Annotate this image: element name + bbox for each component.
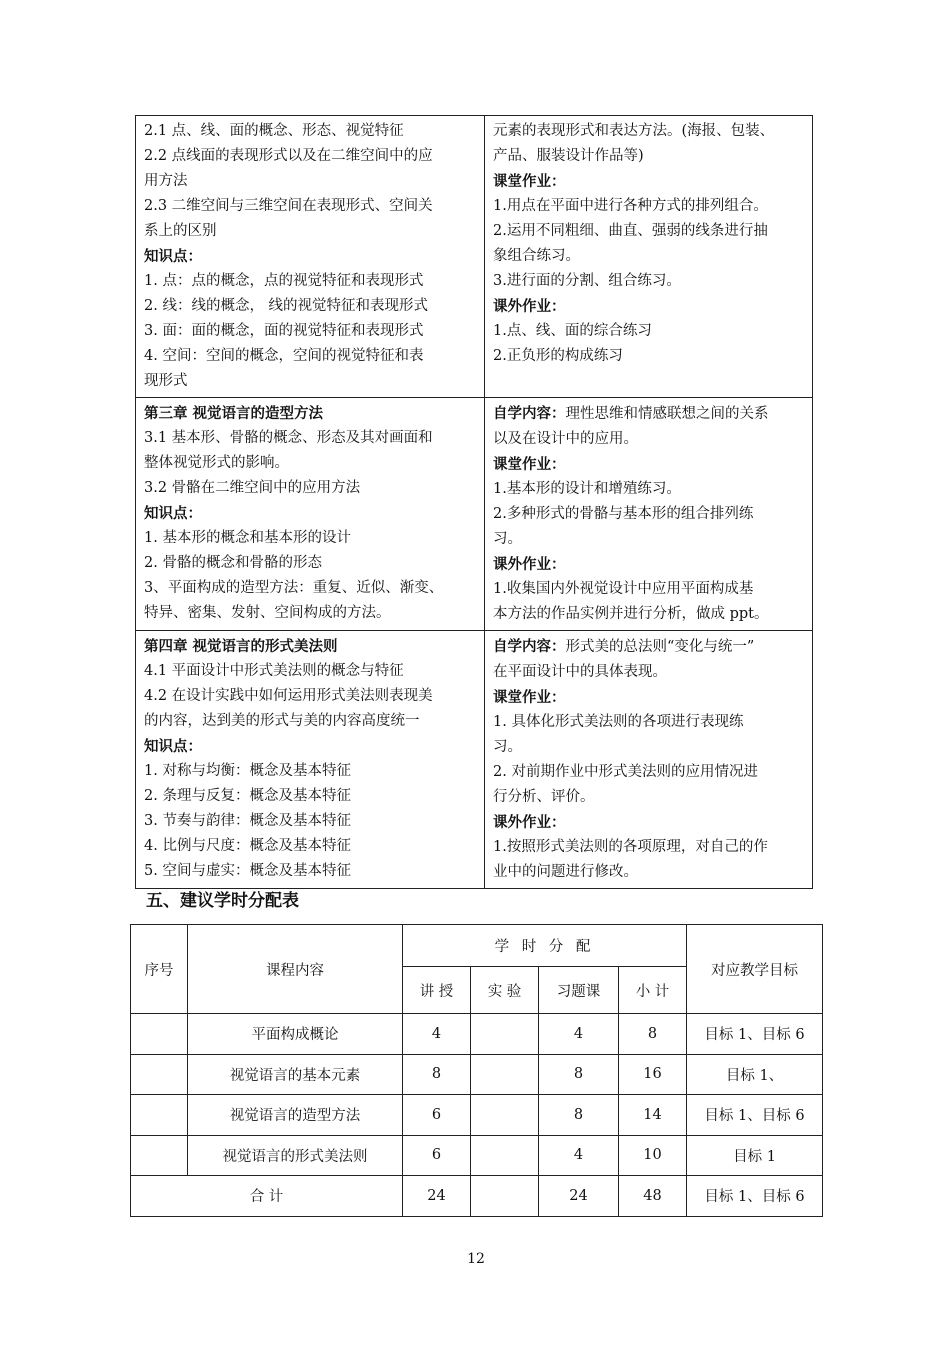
content-row — [136, 398, 813, 631]
content-line — [144, 344, 478, 369]
content-line — [493, 710, 806, 735]
content-cell-right — [485, 631, 813, 889]
content-line — [144, 219, 478, 244]
content-line — [144, 526, 478, 551]
cell-lecture: 6 — [403, 1095, 471, 1136]
content-text: 业中的问题进行修改。 — [493, 864, 638, 880]
cell-subtotal: 14 — [619, 1095, 687, 1136]
header-objective: 对应教学目标 — [687, 925, 823, 1014]
cell-seq — [131, 1095, 188, 1136]
cell-lab — [471, 1054, 539, 1095]
content-line — [493, 785, 806, 810]
content-text: 整体视觉形式的影响。 — [144, 455, 289, 471]
content-text: 行分析、评价。 — [493, 789, 595, 805]
cell-exercise: 8 — [539, 1095, 619, 1136]
cell-content: 平面构成概论 — [188, 1014, 403, 1055]
content-line — [493, 860, 806, 885]
content-heading — [144, 501, 478, 526]
cell-lab — [471, 1014, 539, 1055]
content-text: 3、平面构成的造型方法：重复、近似、渐变、 — [144, 580, 444, 596]
cell-subtotal: 10 — [619, 1135, 687, 1176]
cell-lab — [471, 1135, 539, 1176]
content-text: 1.按照形式美法则的各项原理，对自己的作 — [493, 839, 768, 855]
content-heading — [144, 401, 478, 426]
cell-seq — [131, 1054, 188, 1095]
table-row — [131, 1014, 823, 1055]
content-heading — [493, 685, 806, 710]
content-text: 2. 对前期作业中形式美法则的应用情况进 — [493, 764, 758, 780]
content-line — [493, 634, 806, 660]
content-line — [493, 401, 806, 427]
content-heading — [493, 169, 806, 194]
content-text: 理性思维和情感联想之间的关系 — [565, 406, 769, 422]
content-text: 现形式 — [144, 373, 188, 389]
content-text: 4. 比例与尺度：概念及基本特征 — [144, 838, 351, 854]
content-text: 1.收集国内外视觉设计中应用平面构成基 — [493, 581, 754, 597]
content-text: 习。 — [493, 739, 522, 755]
cell-exercise: 4 — [539, 1014, 619, 1055]
content-text: 1. 基本形的概念和基本形的设计 — [144, 530, 351, 546]
content-line — [144, 659, 478, 684]
content-line — [493, 144, 806, 169]
content-line — [144, 369, 478, 394]
content-line — [144, 709, 478, 734]
content-line — [144, 119, 478, 144]
content-text: 形式美的总法则“变化与统一” — [565, 639, 755, 655]
content-heading — [144, 734, 478, 759]
content-line — [144, 759, 478, 784]
cell-objective: 目标 1、目标 6 — [687, 1095, 823, 1136]
content-line — [144, 859, 478, 884]
content-text: 2. 条理与反复：概念及基本特征 — [144, 788, 351, 804]
content-line — [144, 319, 478, 344]
content-text: 1.基本形的设计和增殖练习。 — [493, 481, 681, 497]
content-text: 以及在设计中的应用。 — [493, 431, 638, 447]
cell-objective: 目标 1 — [687, 1135, 823, 1176]
content-line — [493, 527, 806, 552]
header-lab: 实 验 — [471, 967, 539, 1014]
total-label: 合 计 — [131, 1176, 403, 1217]
content-cell-right — [485, 116, 813, 398]
header-lecture: 讲 授 — [403, 967, 471, 1014]
content-line — [493, 602, 806, 627]
header-subtotal: 小 计 — [619, 967, 687, 1014]
content-line — [144, 144, 478, 169]
content-line — [493, 269, 806, 294]
content-text: 用方法 — [144, 173, 188, 189]
cell-subtotal: 16 — [619, 1054, 687, 1095]
content-line — [144, 426, 478, 451]
content-line — [144, 684, 478, 709]
cell-content: 视觉语言的造型方法 — [188, 1095, 403, 1136]
header-exercise: 习题课 — [539, 967, 619, 1014]
content-text: 特异、密集、发射、空间构成的方法。 — [144, 605, 391, 621]
cell-lecture: 6 — [403, 1135, 471, 1176]
content-text: 4.1 平面设计中形式美法则的概念与特征 — [144, 663, 404, 679]
content-cell-left — [136, 398, 485, 631]
content-line — [493, 502, 806, 527]
table-row — [131, 1095, 823, 1136]
content-text: 在平面设计中的具体表现。 — [493, 664, 667, 680]
content-text: 1. 具体化形式美法则的各项进行表现练 — [493, 714, 744, 730]
page-number: 12 — [467, 1251, 485, 1267]
content-line — [144, 194, 478, 219]
content-text: 象组合练习。 — [493, 248, 580, 264]
content-line — [144, 551, 478, 576]
cell-objective: 目标 1、 — [687, 1054, 823, 1095]
content-heading — [493, 294, 806, 319]
content-text: 2.2 点线面的表现形式以及在二维空间中的应 — [144, 148, 433, 164]
total-subtotal: 48 — [619, 1176, 687, 1217]
total-exercise: 24 — [539, 1176, 619, 1217]
course-content-body — [136, 116, 813, 889]
content-text: 的内容，达到美的形式与美的内容高度统一 — [144, 713, 420, 729]
content-text: 第四章 视觉语言的形式美法则 — [144, 638, 338, 655]
content-text: 课堂作业： — [493, 689, 566, 706]
content-line — [144, 294, 478, 319]
content-line — [144, 576, 478, 601]
content-line — [493, 219, 806, 244]
content-text: 课外作业： — [493, 556, 566, 573]
content-text: 1.用点在平面中进行各种方式的排列组合。 — [493, 198, 768, 214]
section-title: 五、建议学时分配表 — [146, 891, 299, 911]
content-cell-left — [136, 116, 485, 398]
content-line — [493, 660, 806, 685]
content-text: 3. 节奏与韵律：概念及基本特征 — [144, 813, 351, 829]
content-text: 产品、服装设计作品等) — [493, 148, 644, 164]
course-content-table — [135, 115, 813, 889]
content-text: 2.正负形的构成练习 — [493, 348, 623, 364]
content-text: 1.点、线、面的综合练习 — [493, 323, 652, 339]
content-text: 知识点： — [144, 738, 202, 755]
content-line — [493, 577, 806, 602]
content-line — [493, 344, 806, 369]
content-text: 第三章 视觉语言的造型方法 — [144, 405, 324, 422]
content-line — [493, 319, 806, 344]
content-text: 2. 线：线的概念， 线的视觉特征和表现形式 — [144, 298, 429, 314]
content-line — [144, 476, 478, 501]
content-text: 2.多种形式的骨骼与基本形的组合排列练 — [493, 506, 754, 522]
cell-exercise: 8 — [539, 1054, 619, 1095]
content-text: 课堂作业： — [493, 173, 566, 190]
content-text: 元素的表现形式和表达方法。(海报、包装、 — [493, 123, 775, 139]
cell-lab — [471, 1095, 539, 1136]
content-line — [493, 194, 806, 219]
content-heading — [493, 452, 806, 477]
content-cell-left — [136, 631, 485, 889]
content-text: 2.运用不同粗细、曲直、强弱的线条进行抽 — [493, 223, 768, 239]
content-heading — [144, 634, 478, 659]
cell-lecture: 8 — [403, 1054, 471, 1095]
content-line — [144, 601, 478, 626]
total-objective: 目标 1、目标 6 — [687, 1176, 823, 1217]
content-text: 1. 点：点的概念，点的视觉特征和表现形式 — [144, 273, 424, 289]
content-heading — [493, 552, 806, 577]
content-line — [493, 760, 806, 785]
content-text: 课外作业： — [493, 814, 566, 831]
content-line — [493, 119, 806, 144]
content-text: 3. 面：面的概念，面的视觉特征和表现形式 — [144, 323, 424, 339]
content-text: 2. 骨骼的概念和骨骼的形态 — [144, 555, 322, 571]
content-text: 课外作业： — [493, 298, 566, 315]
content-text: 4.2 在设计实践中如何运用形式美法则表现美 — [144, 688, 433, 704]
content-lead: 自学内容： — [493, 638, 566, 655]
content-line — [493, 735, 806, 760]
cell-seq — [131, 1014, 188, 1055]
content-text: 5. 空间与虚实：概念及基本特征 — [144, 863, 351, 879]
content-text: 本方法的作品实例并进行分析，做成 ppt。 — [493, 606, 769, 622]
content-text: 2.1 点、线、面的概念、形态、视觉特征 — [144, 123, 404, 139]
hours-allocation-table — [130, 924, 823, 1217]
content-line — [493, 427, 806, 452]
content-row — [136, 116, 813, 398]
table-row — [131, 1135, 823, 1176]
cell-exercise: 4 — [539, 1135, 619, 1176]
total-lab — [471, 1176, 539, 1217]
cell-content: 视觉语言的基本元素 — [188, 1054, 403, 1095]
content-line — [144, 834, 478, 859]
content-lead: 自学内容： — [493, 405, 566, 422]
total-row — [131, 1176, 823, 1217]
content-text: 习。 — [493, 531, 522, 547]
cell-objective: 目标 1、目标 6 — [687, 1014, 823, 1055]
content-text: 1. 对称与均衡：概念及基本特征 — [144, 763, 351, 779]
content-heading — [493, 810, 806, 835]
content-line — [144, 784, 478, 809]
content-line — [144, 451, 478, 476]
total-lecture: 24 — [403, 1176, 471, 1217]
cell-lecture: 4 — [403, 1014, 471, 1055]
header-hours: 学 时 分 配 — [403, 925, 687, 967]
cell-subtotal: 8 — [619, 1014, 687, 1055]
cell-seq — [131, 1135, 188, 1176]
header-content: 课程内容 — [188, 925, 403, 1014]
content-text: 3.2 骨骼在二维空间中的应用方法 — [144, 480, 361, 496]
content-text: 知识点： — [144, 505, 202, 522]
content-row — [136, 631, 813, 889]
content-line — [493, 835, 806, 860]
content-line — [493, 244, 806, 269]
content-text: 3.1 基本形、骨骼的概念、形态及其对画面和 — [144, 430, 433, 446]
content-text: 4. 空间：空间的概念，空间的视觉特征和表 — [144, 348, 424, 364]
content-line — [493, 477, 806, 502]
content-text: 3.进行面的分割、组合练习。 — [493, 273, 681, 289]
content-line — [144, 169, 478, 194]
content-text: 课堂作业： — [493, 456, 566, 473]
hours-table-body — [131, 1014, 823, 1176]
content-cell-right — [485, 398, 813, 631]
content-text: 2.3 二维空间与三维空间在表现形式、空间关 — [144, 198, 433, 214]
cell-content: 视觉语言的形式美法则 — [188, 1135, 403, 1176]
content-text: 知识点： — [144, 248, 202, 265]
content-line — [144, 269, 478, 294]
content-text: 系上的区别 — [144, 223, 217, 239]
content-line — [144, 809, 478, 834]
header-seq: 序号 — [131, 925, 188, 1014]
content-heading — [144, 244, 478, 269]
table-row — [131, 1054, 823, 1095]
